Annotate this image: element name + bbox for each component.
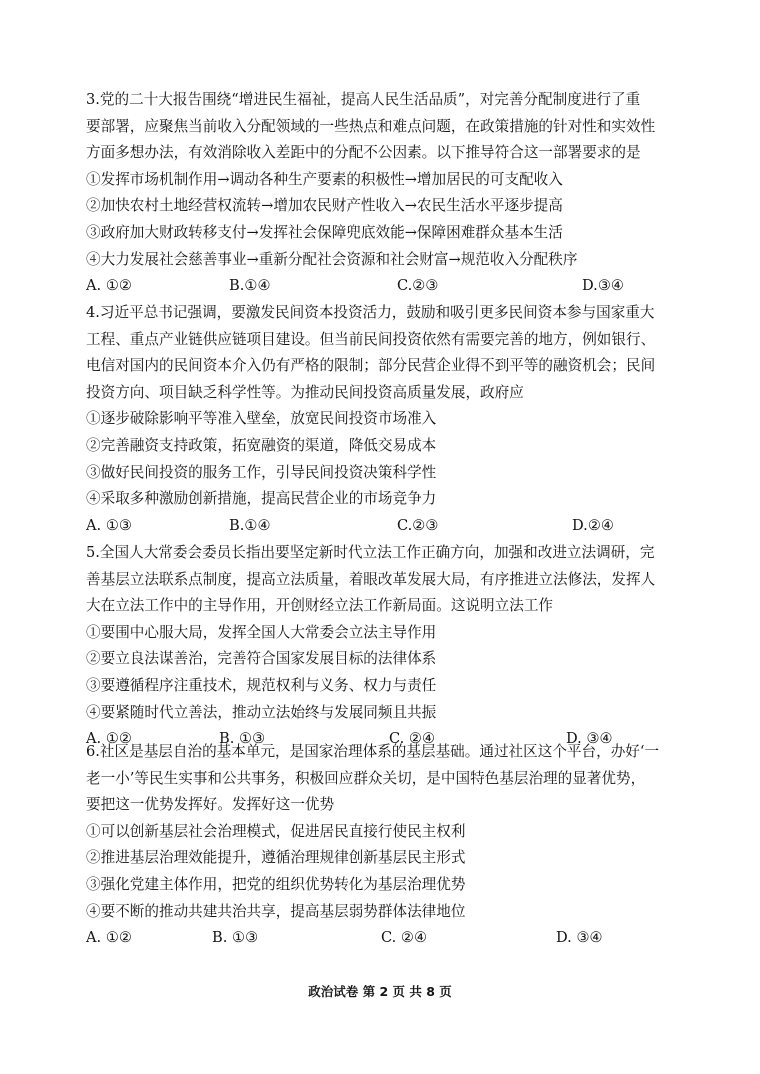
question-stem-line: 老一小’等民生实事和公共事务，积极回应群众关切，是中国特色基层治理的显著优势， (86, 769, 646, 787)
statement-1: ①逐步破除影响平等准入壁垒，放宽民间投资市场准入 (86, 410, 437, 428)
option-a: A. ①② (86, 277, 132, 295)
question-stem-line: 电信对国内的民间资本介入仍有严格的限制；部分民营企业得不到平等的融资机会；民间 (86, 357, 656, 375)
answer-options (86, 273, 678, 300)
question-stem-line: 要部署，应聚焦当前收入分配领域的一些热点和难点问题，在政策措施的针对性和实效性 (86, 117, 656, 135)
option-a: A. ①② (86, 730, 132, 748)
question-stem-line: 要把这一优势发挥好。发挥好这一优势 (86, 796, 335, 814)
page-footer: 政治试卷 第 2 页 共 8 页 (308, 984, 452, 999)
question-stem-line: 善基层立法联系点制度，提高立法质量，着眼改革发展大局，有序推进立法修法，发挥人 (86, 570, 656, 588)
option-c: C. ②④ (381, 929, 428, 947)
statement-4: ④大力发展社会慈善事业→重新分配社会资源和社会财富→规范收入分配秩序 (86, 250, 578, 268)
statement-1: ①发挥市场机制作用→调动各种生产要素的积极性→增加居民的可支配收入 (86, 170, 563, 188)
option-b: B.①④ (229, 516, 271, 534)
statement-4: ④采取多种激励创新措施，提高民营企业的市场竞争力 (86, 490, 437, 508)
option-a: A. ①③ (86, 516, 132, 534)
option-d: D.③④ (582, 277, 624, 295)
question-3 (86, 87, 678, 300)
question-stem-line: 方面多想办法，有效消除收入差距中的分配不公因素。以下推导符合这一部署要求的是 (86, 144, 641, 162)
statement-1: ①要围中心服大局，发挥全国人大常委会立法主导作用 (86, 623, 437, 641)
option-b: B. ①③ (212, 929, 259, 947)
statement-1: ①可以创新基层社会治理模式，促进居民直接行使民主权利 (86, 822, 466, 840)
option-d: D. ③④ (556, 929, 603, 947)
question-stem-line: 大在立法工作中的主导作用，开创财经立法工作新局面。这说明立法工作 (86, 597, 554, 615)
question-stem-line: 3.党的二十大报告围绕“增进民生福祉，提高人民生活品质”，对完善分配制度进行了重 (86, 91, 641, 108)
statement-2: ②完善融资支持政策，拓宽融资的渠道，降低交易成本 (86, 436, 437, 454)
question-stem-line: 工程、重点产业链供应链项目建设。但当前民间投资依然有需要完善的地方，例如银行、 (86, 330, 656, 348)
option-c: C.②③ (397, 277, 439, 295)
option-c: C.②③ (397, 516, 439, 534)
statement-3: ③政府加大财政转移支付→发挥社会保障兜底效能→保障困难群众基本生活 (86, 223, 563, 241)
answer-options (86, 513, 678, 540)
question-5 (86, 540, 678, 753)
question-stem-line: 4.习近平总书记强调，要激发民间资本投资活力，鼓励和吸引更多民间资本参与国家重大 (86, 304, 655, 321)
option-d: D.②④ (572, 516, 614, 534)
statement-2: ②加快农村土地经营权流转→增加农民财产性收入→农民生活水平逐步提高 (86, 197, 563, 215)
question-stem-line: 投资方向、项目缺乏科学性等。为推动民间投资高质量发展，政府应 (86, 383, 524, 401)
statement-3: ③强化党建主体作用，把党的组织优势转化为基层治理优势 (86, 875, 466, 893)
option-b: B.①④ (229, 277, 271, 295)
statement-2: ②推进基层治理效能提升，遵循治理规律创新基层民主形式 (86, 849, 466, 867)
option-d: D. ③④ (566, 730, 613, 748)
option-b: B. ①③ (219, 730, 266, 748)
statement-2: ②要立良法谋善治，完善符合国家发展目标的法律体系 (86, 650, 437, 668)
option-c: C. ②④ (389, 730, 436, 748)
statement-4: ④要紧随时代立善法，推动立法始终与发展同频且共振 (86, 703, 437, 721)
option-a: A. ①② (86, 929, 132, 947)
statement-3: ③要遵循程序注重技术，规范权利与义务、权力与责任 (86, 676, 437, 694)
statement-3: ③做好民间投资的服务工作，引导民间投资决策科学性 (86, 463, 437, 481)
question-4 (86, 300, 678, 539)
question-6 (86, 739, 678, 952)
question-stem-line: 6.社区是基层自治的基本单元，是国家治理体系的基层基础。通过社区这个平台，办好‘一 (86, 743, 660, 760)
question-stem-line: 5.全国人大常委会委员长指出要坚定新时代立法工作正确方向，加强和改进立法调研，完 (86, 544, 655, 561)
statement-4: ④要不断的推动共建共治共享，提高基层弱势群体法律地位 (86, 902, 466, 920)
answer-options (86, 925, 678, 952)
